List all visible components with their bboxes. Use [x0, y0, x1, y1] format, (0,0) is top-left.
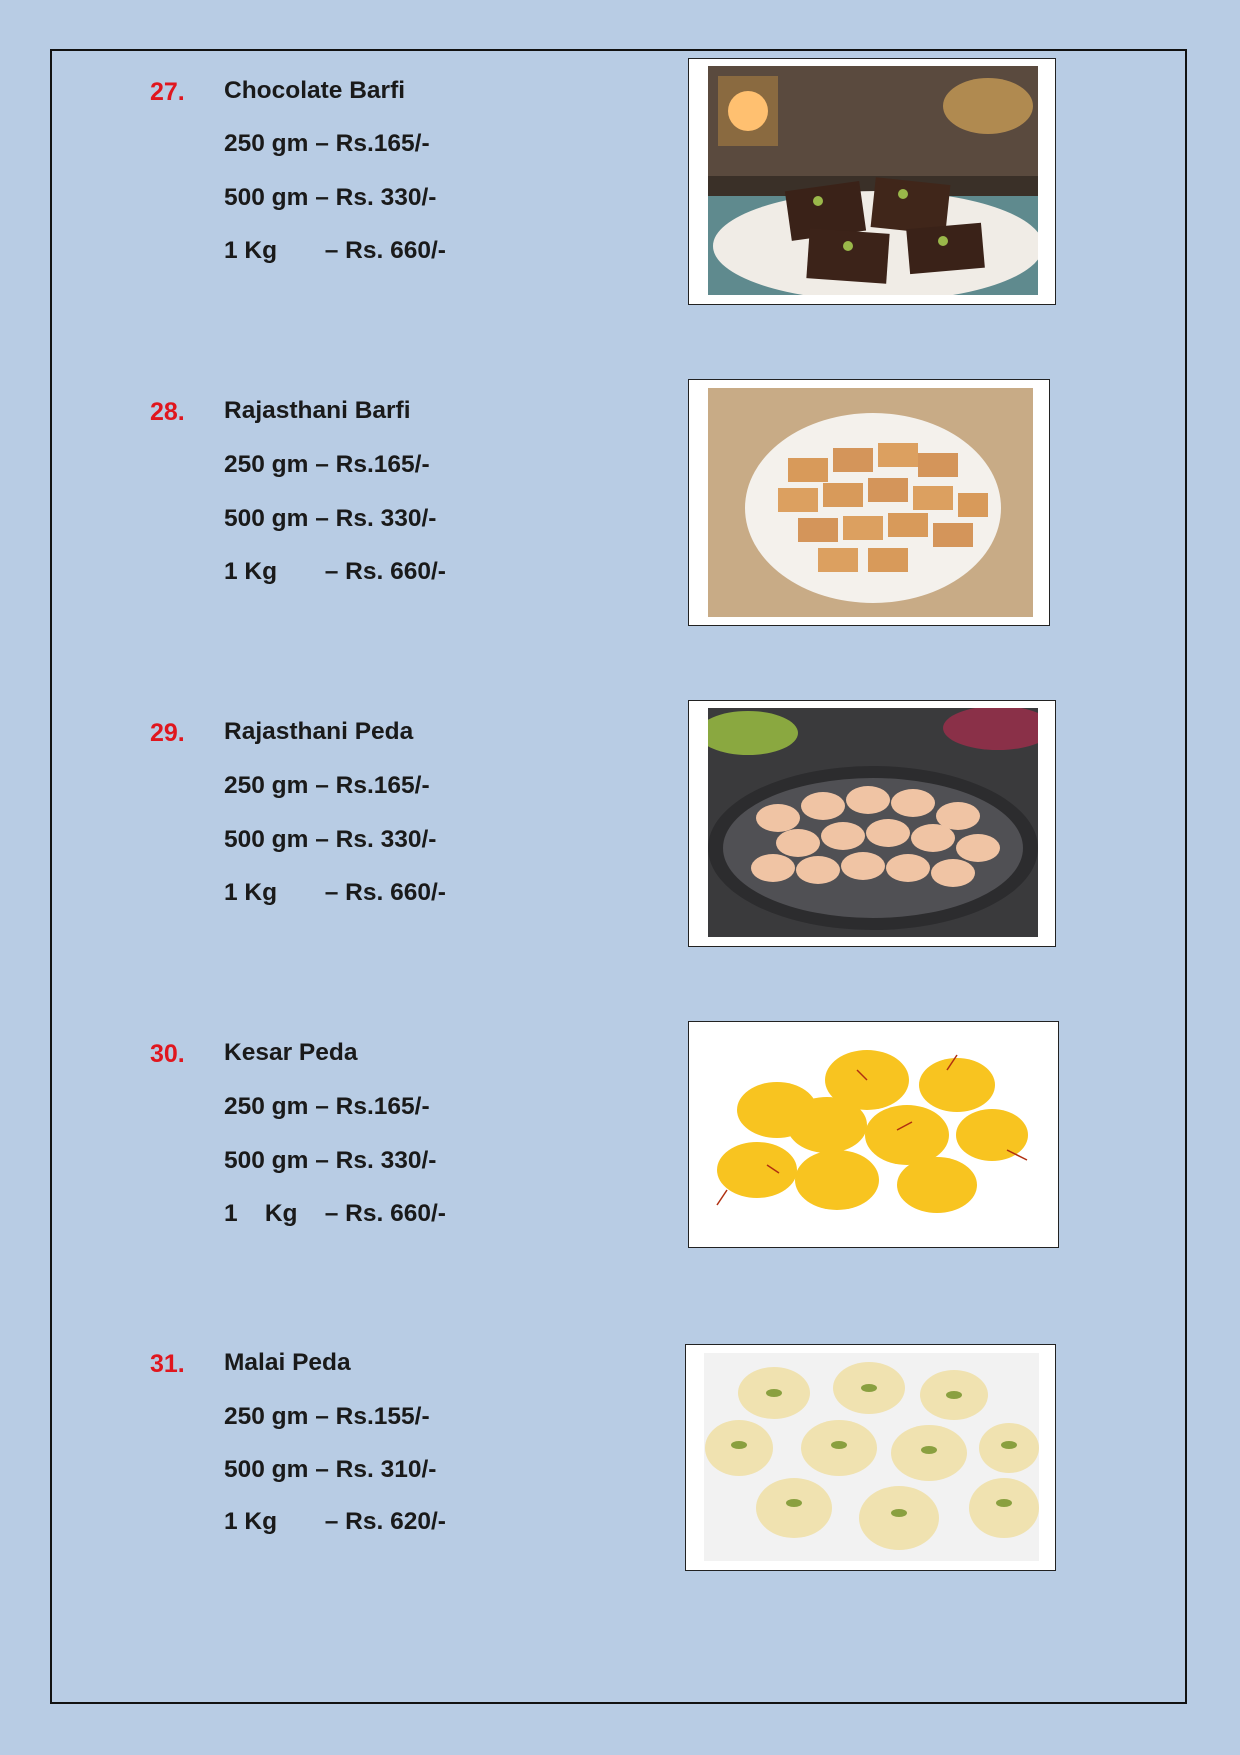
price-500gm: 500 gm – Rs. 310/- — [224, 1456, 437, 1483]
item-number: 29. — [150, 719, 185, 747]
price-250gm: 250 gm – Rs.155/- — [224, 1403, 430, 1430]
item-number: 31. — [150, 1350, 185, 1378]
item-name: Chocolate Barfi — [224, 77, 406, 104]
page-border — [50, 49, 1187, 1704]
price-1kg: 1 Kg – Rs. 660/- — [224, 558, 446, 585]
price-500gm: 500 gm – Rs. 330/- — [224, 184, 437, 211]
item-number: 27. — [150, 78, 185, 106]
price-250gm: 250 gm – Rs.165/- — [224, 451, 430, 478]
price-1kg: 1 Kg – Rs. 620/- — [224, 1508, 446, 1535]
price-250gm: 250 gm – Rs.165/- — [224, 1093, 430, 1120]
price-250gm: 250 gm – Rs.165/- — [224, 130, 430, 157]
item-name: Rajasthani Barfi — [224, 397, 411, 424]
item-number: 30. — [150, 1040, 185, 1068]
price-1kg: 1 Kg – Rs. 660/- — [224, 1200, 446, 1227]
item-number: 28. — [150, 398, 185, 426]
price-500gm: 500 gm – Rs. 330/- — [224, 826, 437, 853]
price-500gm: 500 gm – Rs. 330/- — [224, 505, 437, 532]
price-1kg: 1 Kg – Rs. 660/- — [224, 879, 446, 906]
item-name: Kesar Peda — [224, 1039, 358, 1066]
price-250gm: 250 gm – Rs.165/- — [224, 772, 430, 799]
item-name: Malai Peda — [224, 1349, 351, 1376]
price-500gm: 500 gm – Rs. 330/- — [224, 1147, 437, 1174]
price-1kg: 1 Kg – Rs. 660/- — [224, 237, 446, 264]
item-name: Rajasthani Peda — [224, 718, 414, 745]
